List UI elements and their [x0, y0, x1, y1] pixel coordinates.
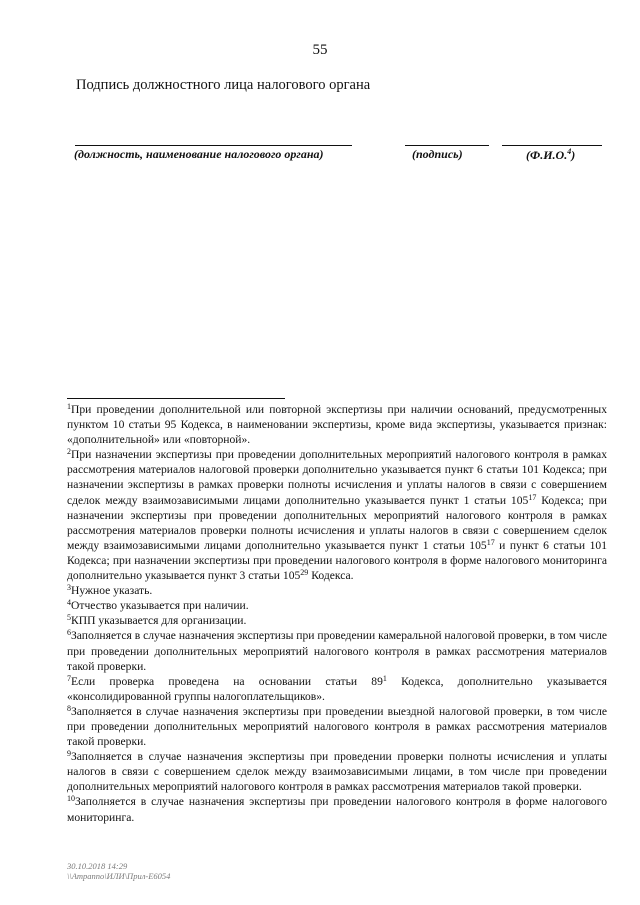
footnote-text: Кодекса.: [308, 569, 354, 583]
position-signature-line: [75, 145, 352, 146]
footnote-text: Заполняется в случае назначения экспертизы при проведении выездной налоговой проверки, в том числе при проведении дополнительных мероприятий налогового контроля в рамках рассмотрения материалов такой проверки.: [67, 704, 607, 749]
stamp-path: \\Ampanno\ИЛИ\Прил-Е6054: [67, 871, 171, 881]
stamp-datetime: 30.10.2018 14:29: [67, 861, 128, 871]
footnote-article-superscript: 29: [300, 568, 309, 578]
footnote-9: [67, 749, 607, 794]
footnote-article-superscript: 1: [382, 673, 387, 683]
footnote-article-superscript: 17: [528, 492, 537, 502]
footnote-text: Заполняется в случае назначения экспертизы при проведении проверки полноты исчисления и уплаты налогов в связи с совершением сделок между взаимозависимыми лицами, в том числе при проведении дополнительных мероприятий налогового контроля в рамках рассмотрения материалов такой проверки.: [67, 750, 607, 794]
fio-label-close: ): [571, 148, 576, 162]
footnote-text: Кодекса; при назначении экспертизы при проведении дополнительных мероприятий налогового контроля в рамках рассмотрения материалов проверки полноты исчисления и уплаты налогов в связи с совершением сделок между взаимозависимыми лицами дополнительно указывается пункт 1 статьи 105: [67, 493, 607, 552]
footnote-text: Заполняется в случае назначения экспертизы при проведении камеральной налоговой проверки, в том числе при проведении дополнительных мероприятий налогового контроля в рамках рассмотрения материалов такой проверки.: [67, 629, 608, 673]
footnote-number: 9: [67, 749, 71, 759]
signature-line: [405, 145, 489, 146]
footnote-number: 1: [67, 402, 71, 411]
fio-label: [526, 147, 575, 163]
footnote-number: 4: [67, 598, 71, 608]
footnote-4: [67, 598, 607, 613]
document-stamp: [67, 861, 170, 881]
footnotes-section: [67, 402, 607, 825]
fio-label-text: (Ф.И.О.: [526, 148, 568, 162]
footnote-separator: [67, 398, 285, 399]
footnote-text: Если проверка проведена на основании статьи 89: [71, 674, 383, 688]
footnote-text: При проведении дополнительной или повторной экспертизы при наличии оснований, предусмотренных пунктом 10 статьи 95 Кодекса, в наименовании экспертизы, кроме вида экспертизы, указывается признак: «дополнительной» или «повторной».: [67, 403, 607, 447]
signature-block-title: Подпись должностного лица налогового органа: [76, 77, 371, 93]
footnote-7: [67, 674, 607, 704]
footnote-1: [67, 402, 607, 447]
footnote-number: 7: [67, 673, 71, 683]
footnote-6: [67, 628, 607, 673]
footnote-text: КПП указывается для организации.: [71, 614, 247, 628]
page-number: 55: [312, 42, 328, 58]
footnote-2: [67, 447, 607, 583]
footnote-text: и пункт 6 статьи 101 Кодекса; при назначении экспертизы при проведении налогового контроля в форме налогового мониторинга дополнительно указывается пункт 3 статьи 105: [67, 538, 607, 583]
footnote-article-superscript: 17: [486, 537, 495, 547]
footnote-number: 3: [67, 583, 71, 593]
footnote-number: 10: [67, 794, 75, 804]
footnote-3: [67, 583, 607, 598]
footnote-text: Заполняется в случае назначения экспертизы при проведении налогового контроля в форме налогового мониторинга.: [67, 795, 607, 824]
footnote-number: 6: [67, 628, 71, 638]
footnote-text: Нужное указать.: [71, 584, 153, 598]
footnote-5: [67, 613, 607, 628]
footnote-text: Отчество указывается при наличии.: [71, 599, 249, 613]
fio-label-footnote-ref: 4: [567, 147, 572, 156]
signature-label: (подпись): [412, 147, 463, 161]
fio-signature-line: [502, 145, 602, 146]
position-label: (должность, наименование налогового органа): [74, 147, 324, 161]
footnote-number: 5: [67, 613, 71, 623]
footnote-number: 8: [67, 703, 71, 713]
footnote-10: [67, 794, 607, 824]
footnote-text: При назначении экспертизы при проведении дополнительных мероприятий налогового контроля в рамках рассмотрения материалов налоговой проверки дополнительно указывается пункт 6 статьи 101 Кодекса; при назначении экспертизы в рамках проверки полноты исчисления и уплаты налогов в связи с совершением сделок между взаимозависимыми лицами дополнительно указывается пункт 1 статьи 105: [67, 448, 607, 507]
footnote-text: Кодекса, дополнительно указывается «консолидированной группы налогоплательщиков».: [67, 674, 607, 703]
footnote-number: 2: [67, 447, 71, 457]
footnote-8: [67, 704, 607, 749]
